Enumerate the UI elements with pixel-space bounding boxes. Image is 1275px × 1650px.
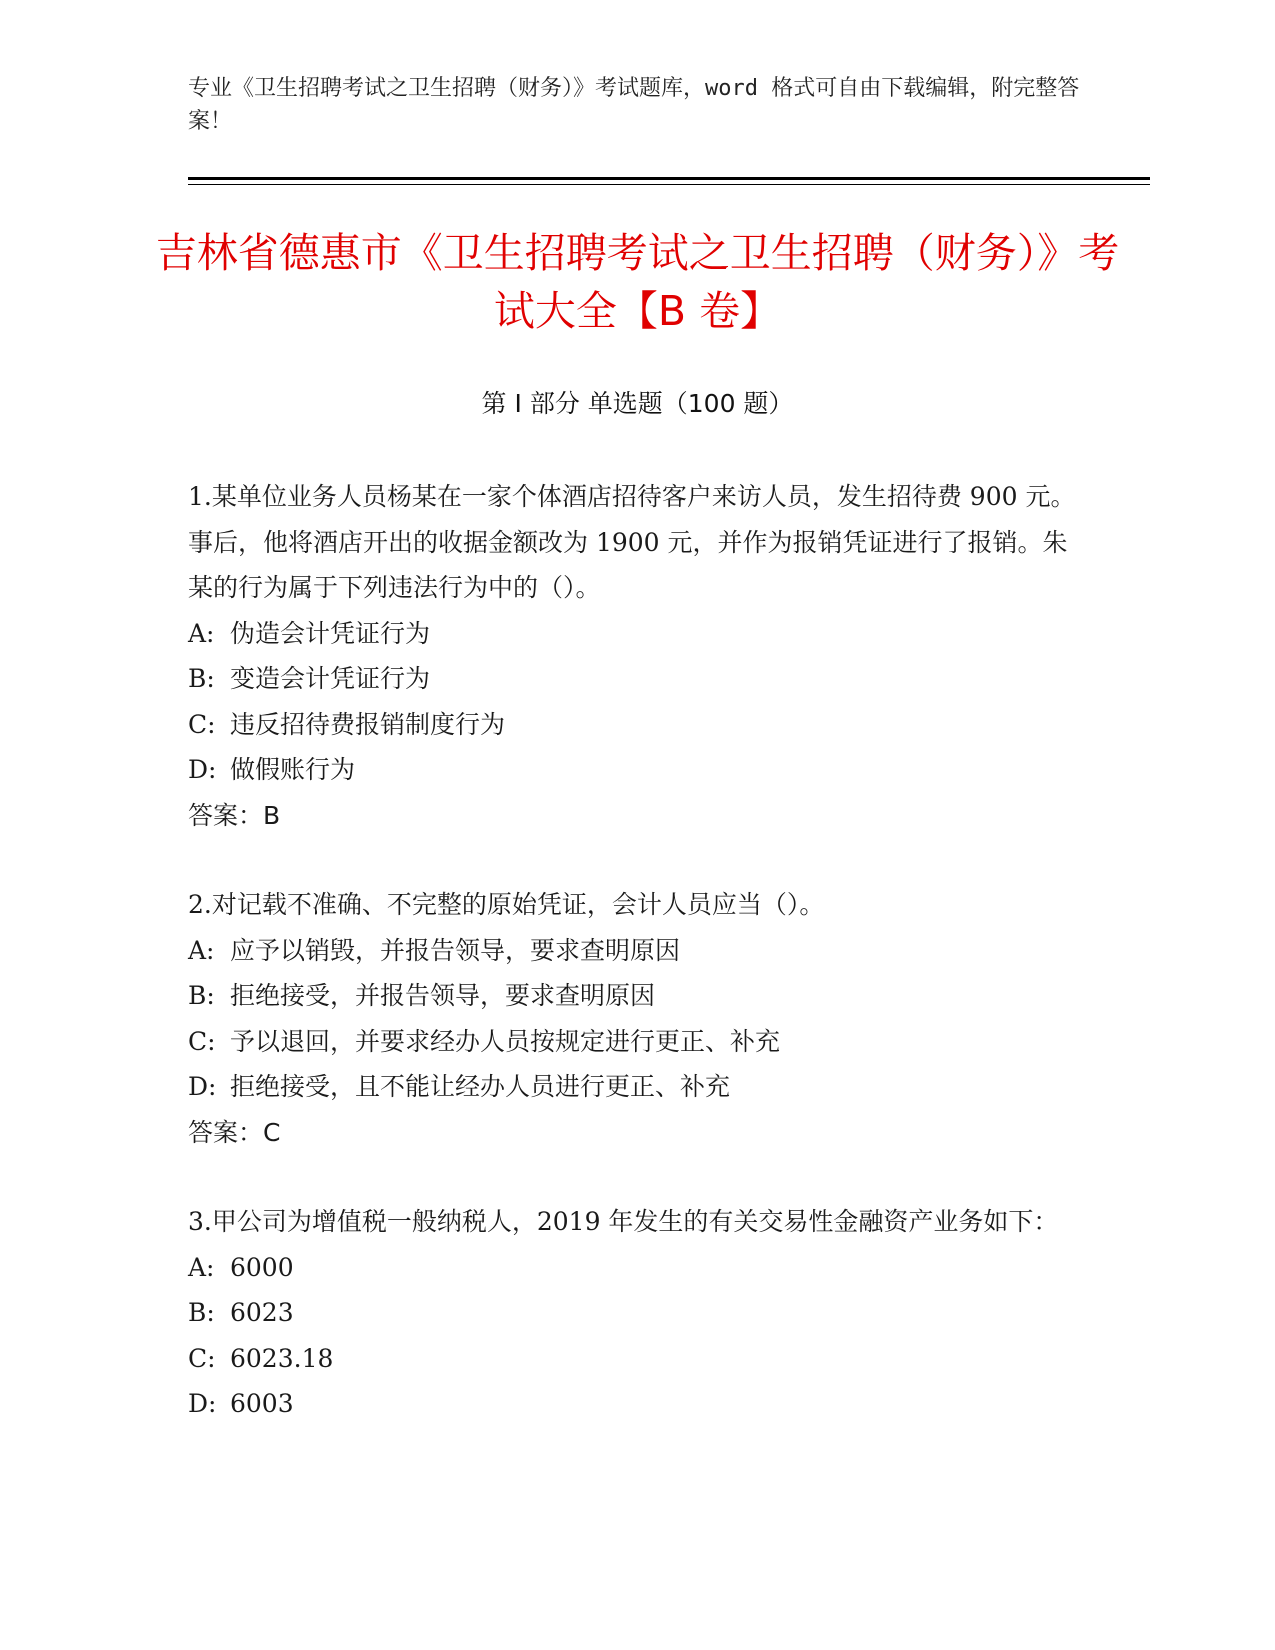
option-b xyxy=(188,1290,1088,1336)
question-list xyxy=(188,474,1088,1471)
header-rule-thin xyxy=(188,184,1150,185)
question-stem: 3.甲公司为增值税一般纳税人，2019 年发生的有关交易性金融资产业务如下： xyxy=(188,1207,1059,1236)
option-a xyxy=(188,611,1088,657)
question-2 xyxy=(188,882,1088,1155)
answer-line: 答案：B xyxy=(188,800,281,830)
option-d xyxy=(188,1381,1088,1427)
document-title: 吉林省德惠市《卫生招聘考试之卫生招聘（财务）》考试大全【B 卷】 xyxy=(155,229,1120,335)
option-text: 6023 xyxy=(230,1298,294,1327)
option-text: 拒绝接受，且不能让经办人员进行更正、补充 xyxy=(230,1072,731,1101)
option-letter: A: xyxy=(188,618,215,648)
option-b xyxy=(188,973,1088,1019)
option-letter: A: xyxy=(188,1252,215,1282)
option-letter: D: xyxy=(188,755,217,784)
header-rule-thick xyxy=(188,177,1150,180)
answer-line: 答案：C xyxy=(188,1117,281,1147)
header-note: 专业《卫生招聘考试之卫生招聘（财务）》考试题库，word 格式可自由下载编辑，附完整答案！ xyxy=(188,76,1080,134)
option-c xyxy=(188,702,1088,748)
option-text: 违反招待费报销制度行为 xyxy=(230,709,506,739)
option-a xyxy=(188,928,1088,974)
option-letter: D: xyxy=(188,1389,217,1418)
question-stem: 1.某单位业务人员杨某在一家个体酒店招待客户来访人员，发生招待费 900 元。事后，他将酒店开出的收据金额改为 1900 元，并作为报销凭证进行了报销。朱某的行为属于下列违法行为中的（）。 xyxy=(188,482,1076,602)
option-letter: B: xyxy=(188,664,215,693)
option-letter: B: xyxy=(188,1298,215,1327)
option-letter: C: xyxy=(188,1343,216,1373)
option-d xyxy=(188,747,1088,793)
option-letter: A: xyxy=(188,935,215,965)
option-c xyxy=(188,1336,1088,1382)
option-text: 6000 xyxy=(230,1252,294,1282)
option-letter: D: xyxy=(188,1072,217,1101)
question-3 xyxy=(188,1199,1088,1427)
option-text: 予以退回，并要求经办人员按规定进行更正、补充 xyxy=(230,1026,781,1056)
section-heading: 第 I 部分 单选题（100 题） xyxy=(481,389,794,418)
option-d xyxy=(188,1064,1088,1110)
option-text: 伪造会计凭证行为 xyxy=(230,618,431,648)
option-text: 变造会计凭证行为 xyxy=(230,664,431,693)
option-a xyxy=(188,1245,1088,1291)
option-text: 做假账行为 xyxy=(230,755,356,784)
question-1 xyxy=(188,474,1088,838)
question-stem: 2.对记载不准确、不完整的原始凭证，会计人员应当（）。 xyxy=(188,890,825,919)
option-text: 6003 xyxy=(230,1389,294,1418)
option-text: 6023.18 xyxy=(230,1343,334,1373)
option-letter: C: xyxy=(188,709,216,739)
option-text: 拒绝接受，并报告领导，要求查明原因 xyxy=(230,981,656,1010)
option-b xyxy=(188,656,1088,702)
option-text: 应予以销毁，并报告领导，要求查明原因 xyxy=(230,935,681,965)
option-letter: B: xyxy=(188,981,215,1010)
option-letter: C: xyxy=(188,1026,216,1056)
option-c xyxy=(188,1019,1088,1065)
